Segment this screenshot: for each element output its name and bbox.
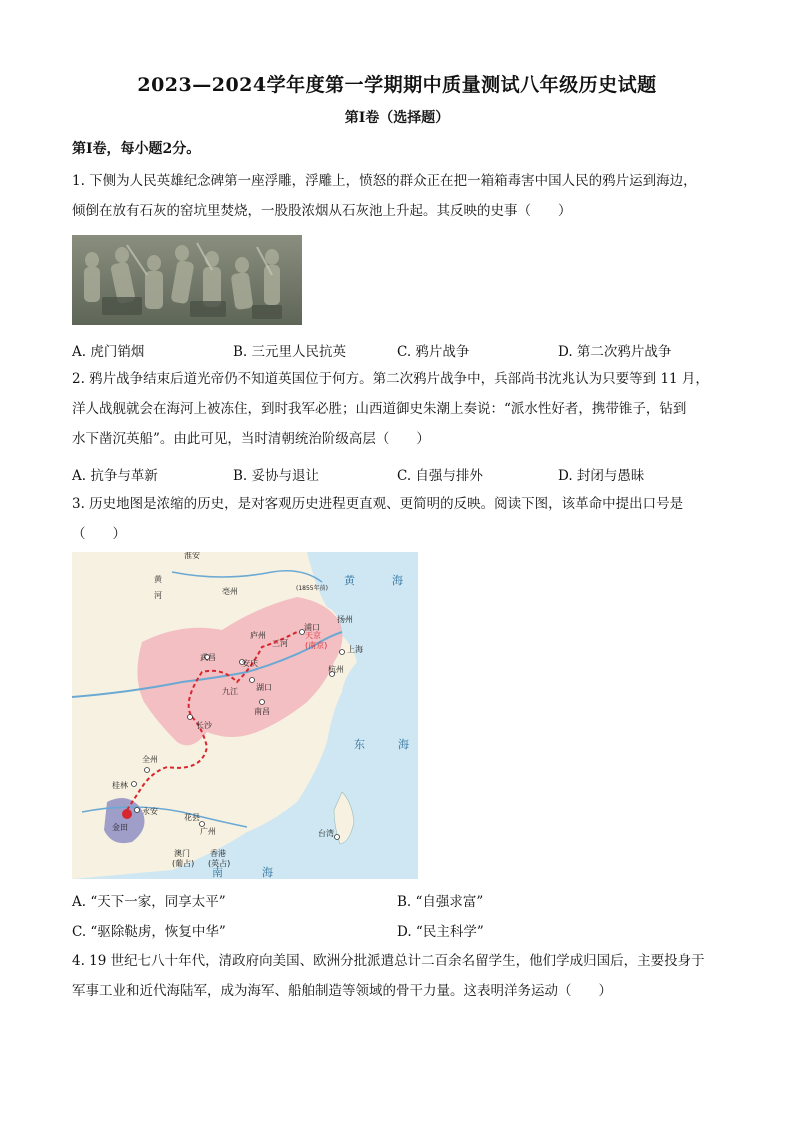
question-1-option-c: C. 鸦片战争: [397, 344, 470, 360]
part-heading: 第Ⅰ卷（选择题）: [344, 110, 450, 126]
map-label-sanhe: 三河: [272, 639, 288, 648]
question-1-stem: [72, 166, 726, 226]
map-label-yellow-sea-2: 海: [392, 574, 403, 587]
map-label-yangzhou: 扬州: [337, 615, 353, 624]
question-1-option-a: A. 虎门销烟: [72, 344, 145, 360]
map-label-hangzhou: 杭州: [328, 665, 344, 674]
map-label-huaxian: 花县: [184, 813, 200, 822]
question-2-option-d: D. 封闭与愚昧: [558, 468, 645, 484]
page-title: 2023—2024学年度第一学期期中质量测试八年级历史试题: [137, 74, 657, 96]
map-label-east-sea-2: 海: [398, 738, 409, 751]
question-4-line-1: 4. 19 世纪七八十年代，清政府向美国、欧洲分批派遣总计二百余名留学生，他们学成归国后，主要投身于: [72, 953, 705, 969]
question-1-line-1: 1. 下侧为人民英雄纪念碑第一座浮雕，浮雕上，愤怒的群众正在把一箱箱毒害中国人民的鸦片运到海边，: [72, 173, 697, 189]
question-2-line-1: 2. 鸦片战争结束后道光帝仍不知道英国位于何方。第二次鸦片战争中，兵部尚书沈兆认为只要等到 11 月，: [72, 371, 709, 387]
map-label-nanchang: 南昌: [254, 707, 270, 716]
map-label-jintian: 金田: [112, 823, 128, 832]
question-2-line-3: 水下凿沉英船”。由此可见，当时清朝统治阶级高层（ ）: [72, 431, 430, 447]
section-instruction: 第Ⅰ卷，每小题2分。: [72, 141, 201, 157]
map-label-huaian: 淮安: [184, 552, 200, 560]
question-3-stem: [72, 489, 726, 549]
map-label-south-sea-1: 南: [212, 866, 223, 879]
map-label-quanzhou: 全州: [142, 755, 158, 764]
question-3-line-2: （ ）: [72, 526, 126, 542]
map-label-guilin: 桂林: [112, 781, 128, 790]
question-2-line-2: 洋人战舰就会在海河上被冻住，到时我军必胜；山西道御史朱潮上奏说：“派水性好者，携带锥子，钻到: [72, 401, 687, 417]
map-label-changsha: 长沙: [196, 721, 212, 730]
map-label-macau: 澳门: [174, 849, 190, 858]
map-label-anqing: 安庆: [242, 659, 258, 668]
map-label-yellow-river-2: 河: [154, 591, 162, 600]
question-2-stem: [72, 364, 726, 454]
map-label-south-sea-2: 海: [262, 866, 273, 879]
question-3-option-d: D. “民主科学”: [397, 924, 484, 940]
map-label-wuchang: 武昌: [200, 653, 216, 662]
taiping-map-image: [72, 552, 418, 879]
question-2-option-b: B. 妥协与退让: [233, 468, 320, 484]
relief-sculpture-image: [72, 235, 302, 325]
question-2-option-a: A. 抗争与革新: [72, 468, 158, 484]
question-4-stem: [72, 946, 726, 1006]
question-3-option-a: A. “天下一家，同享太平”: [72, 894, 226, 910]
map-label-yongan: 永安: [142, 807, 158, 816]
map-label-east-sea-1: 东: [354, 738, 365, 751]
map-label-yellow-sea-1: 黄: [344, 574, 355, 587]
question-1-line-2: 倾倒在放有石灰的窑坑里焚烧，一股股浓烟从石灰池上升起。其反映的史事（ ）: [72, 203, 572, 219]
question-1-option-d: D. 第二次鸦片战争: [558, 344, 672, 360]
map-label-luzhou: 庐州: [250, 631, 266, 640]
map-label-river-note: (1855年前): [296, 585, 328, 592]
map-label-hukou: 湖口: [256, 683, 272, 692]
map-label-yellow-river-1: 黄: [154, 575, 162, 584]
map-label-guangzhou: 广州: [200, 827, 216, 836]
map-label-jiujiang: 九江: [222, 687, 238, 696]
map-label-bozhou: 亳州: [222, 587, 238, 596]
question-3-line-1: 3. 历史地图是浓缩的历史，是对客观历史进程更直观、更简明的反映。阅读下图，该革命中提出口号是: [72, 496, 684, 512]
question-1-option-b: B. 三元里人民抗英: [233, 344, 347, 360]
map-label-hongkong-note: (英占): [208, 859, 231, 868]
question-3-option-c: C. “驱除鞑虏，恢复中华”: [72, 924, 226, 940]
question-3-option-b: B. “自强求富”: [397, 894, 484, 910]
map-label-shanghai: 上海: [347, 645, 363, 654]
question-4-line-2: 军事工业和近代海陆军，成为海军、船舶制造等领域的骨干力量。这表明洋务运动（ ）: [72, 983, 612, 999]
map-label-nanjing: (南京): [305, 641, 328, 650]
map-label-pukou: 浦口: [304, 623, 320, 632]
map-label-taiwan: 台湾: [318, 829, 334, 838]
map-label-tianjing: 天京: [305, 631, 321, 640]
question-2-option-c: C. 自强与排外: [397, 468, 483, 484]
map-label-macau-note: (葡占): [172, 859, 195, 868]
map-label-hongkong: 香港: [210, 849, 226, 858]
